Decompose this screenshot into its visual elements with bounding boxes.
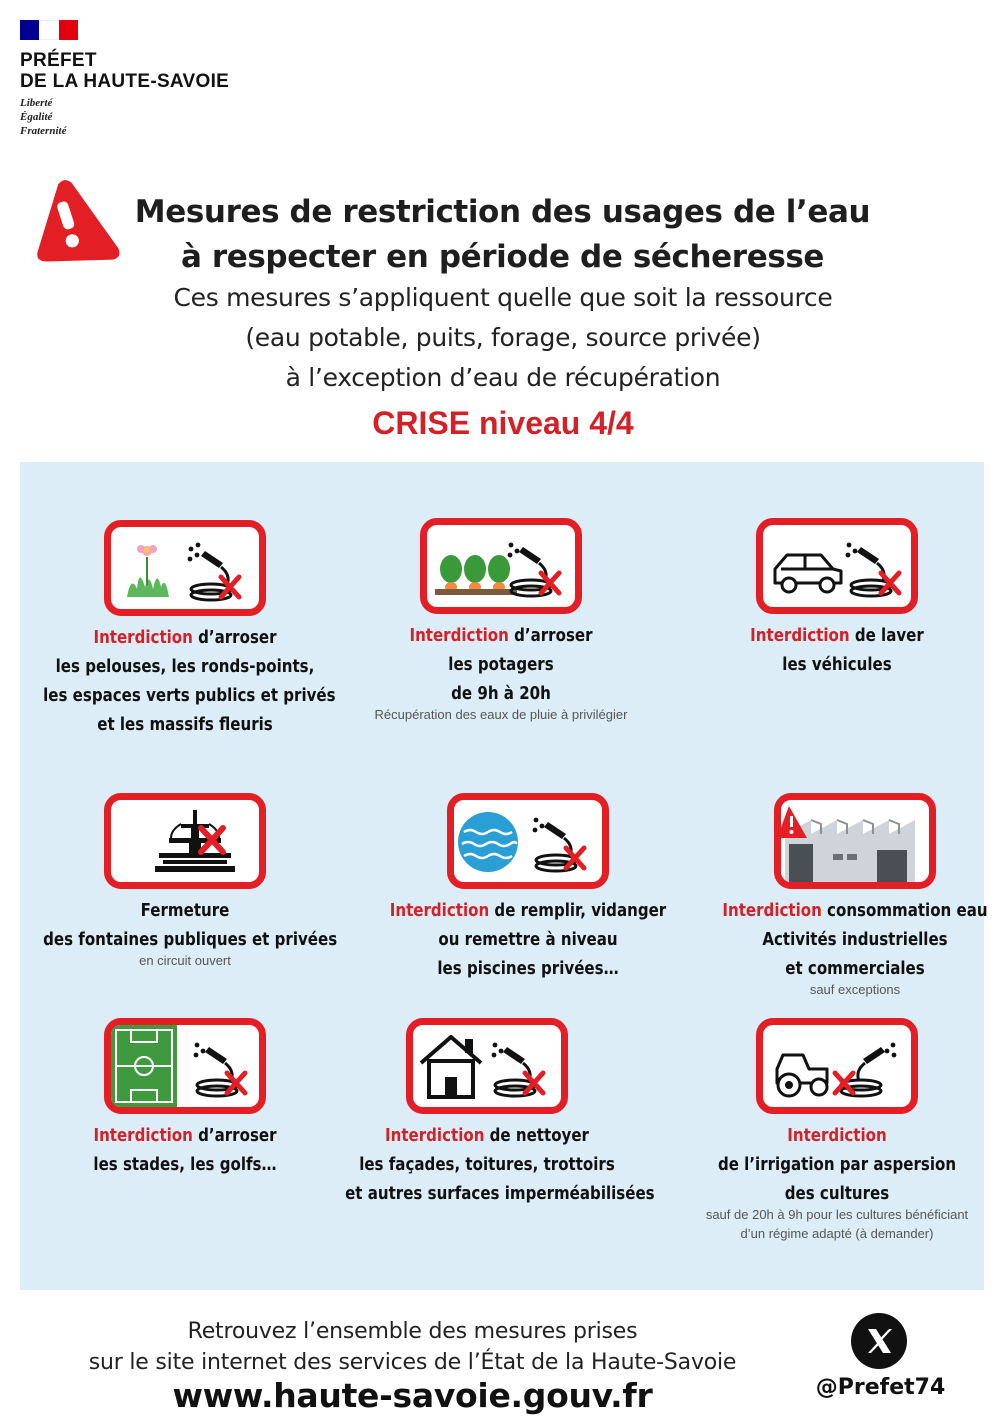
caption-line-2: les stades, les golfs… (93, 1155, 277, 1175)
page-title (100, 190, 905, 280)
motto-fraternite: Fraternité (20, 125, 67, 137)
measure-caption (713, 897, 997, 984)
factory-icon (774, 793, 936, 889)
subtitle (0, 278, 1000, 398)
caption-keyword: Interdiction (787, 1126, 887, 1146)
caption-line-2: les pelouses, les ronds-points, (55, 657, 315, 677)
measure-vegetable-gardens (336, 518, 666, 724)
caption-line-1: d’arroser (192, 628, 277, 648)
caption-line-2: les façades, toitures, trottoirs (359, 1155, 615, 1175)
prefecture-logo (20, 20, 280, 138)
measure-irrigation (672, 1018, 1000, 1243)
measure-industry (690, 793, 1000, 999)
caption-line-3: des cultures (784, 1184, 890, 1204)
caption-line-3: de 9h à 20h (451, 684, 551, 704)
caption-note: sauf de 20h à 9h pour les cultures bénéficiant (705, 1207, 969, 1222)
caption-line-1: d’arroser (192, 1126, 277, 1146)
measure-stadiums (20, 1018, 350, 1180)
lawn-watering-icon (104, 520, 266, 616)
measure-caption (43, 1122, 327, 1180)
measure-vehicles (672, 518, 1000, 680)
footer-line-2: sur le site internet des services de l’État de la Haute-Savoie (88, 1350, 737, 1375)
org-line-2: DE LA HAUTE-SAVOIE (20, 71, 230, 92)
caption-line-3: et commerciales (785, 959, 925, 979)
caption-line-2: ou remettre à niveau (438, 930, 618, 950)
fountain-icon (104, 793, 266, 889)
measures-panel (20, 462, 988, 1290)
caption-note-2: d’un régime adapté (à demander) (740, 1226, 934, 1241)
french-flag-icon (20, 20, 78, 40)
title-line-2: à respecter en période de sécheresse (180, 239, 825, 275)
org-line-1: PRÉFET (20, 50, 97, 71)
tractor-irrigation-icon (756, 1018, 918, 1114)
subtitle-line-1: Ces mesures s’appliquent quelle que soit la ressource (173, 283, 833, 312)
caption-line-1: Fermeture (140, 901, 230, 921)
title-line-1: Mesures de restriction des usages de l’eau (134, 194, 871, 230)
crisis-level: CRISE niveau 4/4 (372, 405, 634, 441)
caption-keyword: Interdiction (385, 1126, 485, 1146)
caption-line-1: de laver (849, 626, 924, 646)
caption-line-4: et les massifs fleuris (97, 715, 273, 735)
caption-line-3: et autres surfaces imperméabilisées (345, 1184, 655, 1204)
caption-line-2: les véhicules (782, 655, 892, 675)
footer-text (20, 1316, 805, 1378)
stadium-icon (104, 1018, 266, 1114)
pool-icon (447, 793, 609, 889)
vegetable-garden-icon (420, 518, 582, 614)
caption-line-1: consommation eau (821, 901, 988, 921)
caption-line-1: d’arroser (508, 626, 593, 646)
measure-facades (322, 1018, 655, 1209)
caption-keyword: Interdiction (389, 901, 490, 921)
caption-keyword: Interdiction (750, 626, 850, 646)
caption-line-2: Activités industrielles (762, 930, 948, 950)
caption-line-2: de l’irrigation par aspersion (717, 1155, 957, 1175)
measure-lawns (20, 520, 350, 740)
caption-line-3: les piscines privées… (437, 959, 619, 979)
social-handle[interactable]: @Prefet74 (815, 1375, 946, 1400)
measure-caption (43, 624, 336, 740)
caption-note: Récupération des eaux de pluie à privilégier (374, 707, 628, 722)
caption-line-2: les potagers (448, 655, 554, 675)
measure-caption (695, 622, 979, 680)
subtitle-line-2: (eau potable, puits, forage, source privée) (245, 323, 761, 352)
motto-egalite: Égalité (20, 111, 53, 123)
motto-liberte: Liberté (20, 97, 53, 109)
measure-caption (345, 1122, 655, 1209)
caption-line-3: les espaces verts publics et privés (43, 686, 336, 706)
subtitle-line-3: à l’exception d’eau de récupération (285, 363, 721, 392)
measure-caption (359, 622, 643, 709)
caption-keyword: Interdiction (409, 626, 509, 646)
caption-line-1: de nettoyer (484, 1126, 589, 1146)
measure-caption (386, 897, 670, 984)
website-link[interactable]: www.haute-savoie.gouv.fr (172, 1376, 653, 1415)
measure-fountains (20, 793, 350, 970)
organization-name (20, 50, 280, 92)
motto (20, 96, 280, 138)
caption-keyword: Interdiction (93, 628, 193, 648)
caption-note: en circuit ouvert (139, 953, 231, 968)
caption-line-2: des fontaines publiques et privées (43, 930, 338, 950)
x-logo-icon[interactable] (851, 1313, 907, 1369)
caption-keyword: Interdiction (93, 1126, 193, 1146)
measure-pools (363, 793, 693, 984)
measure-caption (43, 897, 338, 955)
caption-note: sauf exceptions (809, 982, 901, 997)
car-washing-icon (756, 518, 918, 614)
caption-keyword: Interdiction (722, 901, 822, 921)
footer-line-1: Retrouvez l’ensemble des mesures prises (187, 1319, 638, 1344)
caption-line-1: de remplir, vidanger (489, 901, 667, 921)
house-cleaning-icon (406, 1018, 568, 1114)
measure-caption (695, 1122, 979, 1209)
